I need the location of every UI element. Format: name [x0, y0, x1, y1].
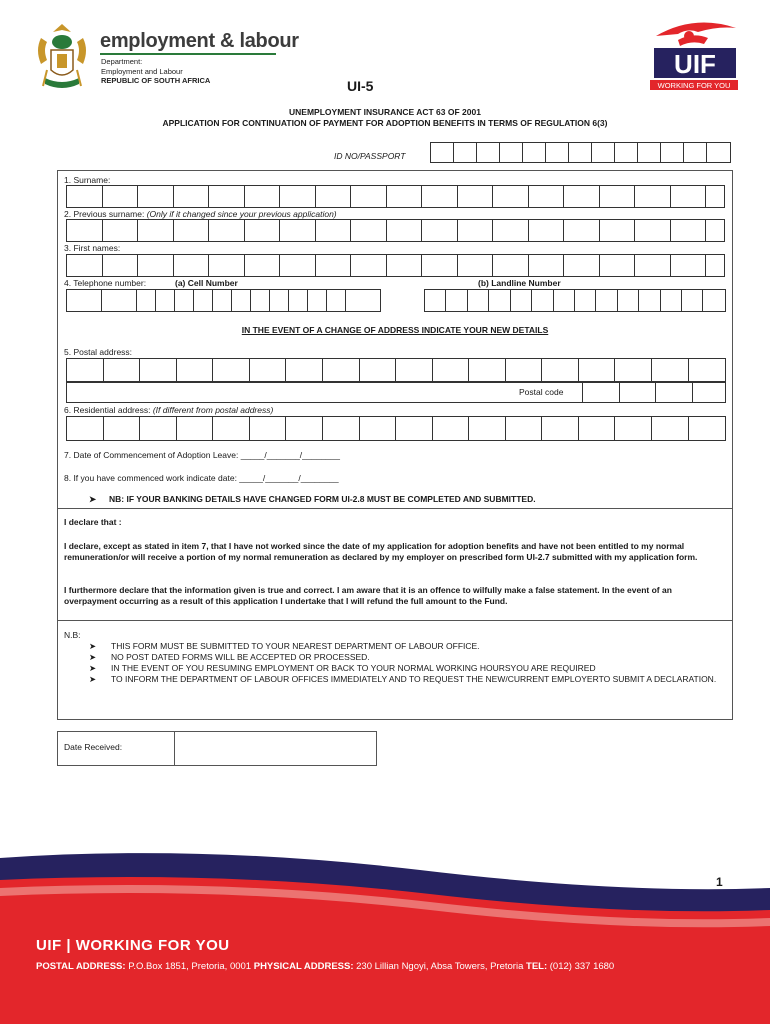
- uif-logo-text: UIF: [674, 49, 716, 79]
- first-names-field[interactable]: [66, 254, 725, 277]
- nb-item: ➤ NO POST DATED FORMS WILL BE ACCEPTED OR PROCESSED.: [89, 652, 370, 662]
- id-passport-field[interactable]: [430, 142, 731, 163]
- telephone-label: 4. Telephone number:: [64, 278, 147, 288]
- date-received-label: Date Received:: [58, 732, 175, 765]
- nb-item: ➤ THIS FORM MUST BE SUBMITTED TO YOUR NEAREST DEPARTMENT OF LABOUR OFFICE.: [89, 641, 480, 651]
- landline-number-label: (b) Landline Number: [478, 278, 561, 288]
- nb-item: ➤ TO INFORM THE DEPARTMENT OF LABOUR OFFICES IMMEDIATELY AND TO REQUEST THE NEW/CURRENT EMPLOYERTO SUBMIT A DECLARATION.: [89, 674, 717, 684]
- arrow-bullet-icon: ➤: [89, 663, 97, 673]
- divider: [58, 508, 732, 509]
- date-received-input[interactable]: [175, 732, 376, 765]
- nb-list: [89, 641, 723, 685]
- declaration-paragraph-1: I declare, except as stated in item 7, that I have not worked since the date of my application for adoption benefits and have not been entitled to my normal remuneration/or will receive a portion of my normal remuneration as declared by my employer on prescribed form UI-2.7 submitted with my application form.: [64, 541, 698, 562]
- surname-field[interactable]: [66, 185, 725, 208]
- postal-address-label: 5. Postal address:: [64, 347, 133, 357]
- first-names-label: 3. First names:: [64, 243, 121, 253]
- postal-code-label: Postal code: [519, 387, 564, 397]
- form-title: [0, 107, 770, 129]
- commencement-date-field[interactable]: 7. Date of Commencement of Adoption Leave: _____/_______/________: [64, 450, 340, 460]
- act-line: UNEMPLOYMENT INSURANCE ACT 63 OF 2001: [289, 107, 481, 117]
- uif-logo-tagline: WORKING FOR YOU: [657, 81, 731, 90]
- department-name-block: Department: Employment and Labour REPUBLIC OF SOUTH AFRICA: [101, 57, 211, 85]
- divider: [58, 620, 732, 621]
- coat-of-arms-logo: [31, 20, 93, 94]
- cell-number-label: (a) Cell Number: [175, 278, 238, 288]
- arrow-bullet-icon: ➤: [89, 674, 97, 684]
- declaration-paragraph-2: I furthermore declare that the information given is true and correct. I am aware that it is an offence to wilfully make a false statement. In the event of an overpayment occurring as a result of this application I undertake that I will refund the full amount to the Fund.: [64, 585, 672, 606]
- nb-item: ➤ IN THE EVENT OF YOU RESUMING EMPLOYMENT OR BACK TO YOUR NORMAL WORKING HOURSYOU ARE REQUIRED: [89, 663, 596, 673]
- residential-address-label: 6. Residential address: (If different from postal address): [64, 405, 274, 415]
- footer-tagline: UIF | WORKING FOR YOU: [36, 937, 230, 954]
- date-received-field[interactable]: [57, 731, 377, 766]
- previous-surname-label: 2. Previous surname: (Only if it changed since your previous application): [64, 209, 337, 219]
- application-form: [57, 170, 733, 720]
- postal-address-line-2[interactable]: [66, 381, 726, 403]
- arrow-bullet-icon: ➤: [89, 494, 97, 504]
- page-number: 1: [716, 875, 723, 889]
- residential-address-note: (If different from postal address): [152, 405, 274, 415]
- residential-address-field[interactable]: [66, 416, 726, 441]
- work-commenced-date-field[interactable]: 8. If you have commenced work indicate date: _____/_______/________: [64, 473, 339, 483]
- footer-contact: POSTAL ADDRESS: P.O.Box 1851, Pretoria, 0001 PHYSICAL ADDRESS: 230 Lillian Ngoyi, Absa Towers, Pretoria TEL: (012) 337 1680: [36, 961, 615, 972]
- banking-details-note: ➤ NB: IF YOUR BANKING DETAILS HAVE CHANGED FORM UI-2.8 MUST BE COMPLETED AND SUBMITTED.: [89, 494, 536, 504]
- landline-number-field[interactable]: [424, 289, 726, 312]
- surname-label: 1. Surname:: [64, 175, 111, 185]
- postal-address-field[interactable]: [66, 358, 726, 383]
- arrow-bullet-icon: ➤: [89, 641, 97, 651]
- nb-label: N.B:: [64, 630, 81, 640]
- uif-logo: [648, 18, 740, 92]
- cell-number-field[interactable]: [66, 289, 381, 312]
- id-passport-label: ID NO/PASSPORT: [334, 151, 406, 161]
- form-code: UI-5: [347, 78, 374, 94]
- change-of-address-heading: IN THE EVENT OF A CHANGE OF ADDRESS INDICATE YOUR NEW DETAILS: [241, 325, 549, 335]
- department-title: employment & labour: [100, 30, 299, 52]
- title-line: APPLICATION FOR CONTINUATION OF PAYMENT FOR ADOPTION BENEFITS IN TERMS OF REGULATION 6(3): [162, 118, 608, 128]
- postal-code-field[interactable]: [582, 381, 729, 403]
- previous-surname-field[interactable]: [66, 219, 725, 242]
- declaration-intro: I declare that :: [64, 517, 122, 527]
- arrow-bullet-icon: ➤: [89, 652, 97, 662]
- previous-surname-note: (Only if it changed since your previous application): [146, 209, 337, 219]
- department-divider: [100, 53, 276, 55]
